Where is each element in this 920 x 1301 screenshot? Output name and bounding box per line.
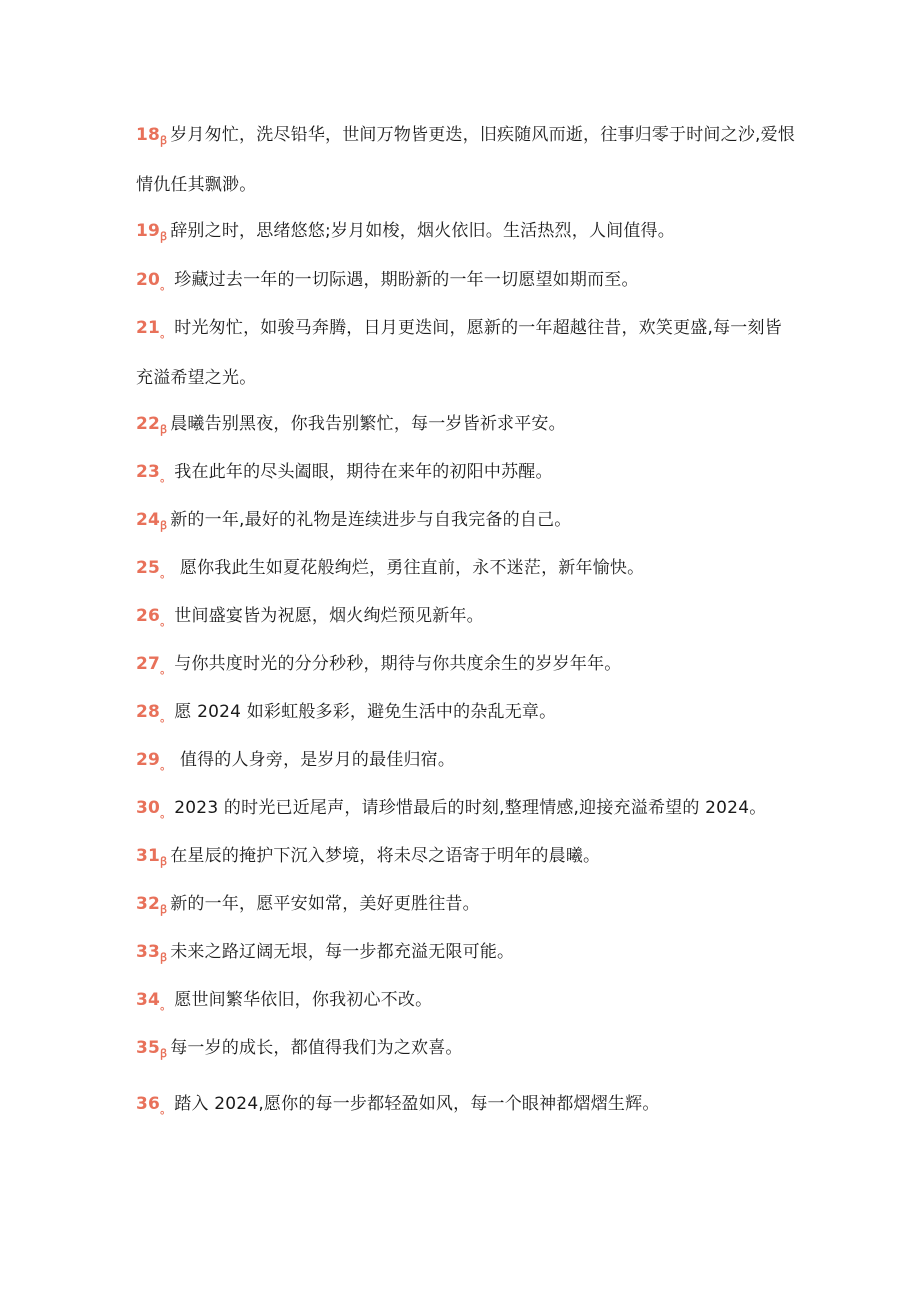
item-marker: 。 [160, 807, 172, 820]
item-number: 22 [136, 414, 161, 434]
item-marker: ꞵ [160, 903, 168, 916]
item-marker: 。 [160, 999, 172, 1012]
item-text: 与你共度时光的分分秒秒，期待与你共度余生的岁岁年年。 [174, 654, 622, 674]
item-number: 32 [136, 894, 161, 914]
item-number: 28 [136, 702, 161, 722]
list-item [136, 736, 796, 786]
item-marker: 。 [160, 279, 172, 292]
item-number: 36 [136, 1094, 161, 1114]
item-marker: ꞵ [160, 855, 168, 868]
item-marker: ꞵ [160, 423, 168, 436]
item-marker: 。 [160, 711, 172, 724]
item-marker: 。 [160, 615, 172, 628]
list-item [136, 928, 796, 978]
list-item [136, 832, 796, 882]
list-item [136, 784, 796, 834]
list-item [136, 544, 796, 594]
item-marker: 。 [160, 663, 172, 676]
item-number: 25 [136, 558, 161, 578]
list-item [136, 592, 796, 642]
item-text: 值得的人身旁，是岁月的最佳归宿。 [174, 750, 456, 770]
list-item [136, 448, 796, 498]
item-number: 31 [136, 846, 161, 866]
item-text: 2023 的时光已近尾声，请珍惜最后的时刻,整理情感,迎接充溢希望的 2024。 [174, 798, 767, 818]
item-text: 岁月匆忙，洗尽铅华，世间万物皆更迭，旧疾随风而逝，往事归零于时间之沙,爱恨情仇任其飘渺。 [136, 125, 796, 195]
item-marker: ꞵ [160, 1047, 168, 1060]
list-item [136, 304, 796, 402]
item-text: 时光匆忙，如骏马奔腾，日月更迭间，愿新的一年超越往昔，欢笑更盛,每一刻皆充溢希望之光。 [136, 318, 782, 388]
list-item [136, 1024, 796, 1074]
item-text: 踏入 2024,愿你的每一步都轻盈如风，每一个眼神都熠熠生辉。 [174, 1094, 660, 1114]
item-text: 我在此年的尽头阖眼，期待在来年的初阳中苏醒。 [174, 462, 553, 482]
item-text: 愿你我此生如夏花般绚烂，勇往直前，永不迷茫，新年愉快。 [174, 558, 645, 578]
item-text: 晨曦告别黑夜，你我告别繁忙，每一岁皆祈求平安。 [170, 414, 566, 434]
list-item [136, 688, 796, 738]
item-text: 在星辰的掩护下沉入梦境，将未尽之语寄于明年的晨曦。 [170, 846, 601, 866]
list-item [136, 111, 796, 209]
item-number: 35 [136, 1038, 161, 1058]
item-number: 18 [136, 125, 161, 145]
list-item [136, 207, 796, 257]
item-text: 愿 2024 如彩虹般多彩，避免生活中的杂乱无章。 [174, 702, 557, 722]
item-number: 33 [136, 942, 161, 962]
item-number: 30 [136, 798, 161, 818]
list-item [136, 880, 796, 930]
list-item [136, 496, 796, 546]
item-text: 每一岁的成长，都值得我们为之欢喜。 [170, 1038, 463, 1058]
item-text: 珍藏过去一年的一切际遇，期盼新的一年一切愿望如期而至。 [174, 270, 639, 290]
item-number: 24 [136, 510, 161, 530]
item-text: 愿世间繁华依旧，你我初心不改。 [174, 990, 433, 1010]
item-number: 34 [136, 990, 161, 1010]
list-item [136, 640, 796, 690]
item-number: 21 [136, 318, 161, 338]
item-number: 29 [136, 750, 161, 770]
item-number: 27 [136, 654, 161, 674]
item-marker: 。 [160, 471, 172, 484]
list-item [136, 256, 796, 306]
item-marker: ꞵ [160, 519, 168, 532]
item-text: 新的一年，愿平安如常，美好更胜往昔。 [170, 894, 480, 914]
item-marker: ꞵ [160, 230, 168, 243]
item-text: 辞别之时，思绪悠悠;岁月如梭，烟火依旧。生活热烈，人间值得。 [170, 221, 675, 241]
item-marker: 。 [160, 567, 172, 580]
list-item [136, 400, 796, 450]
item-text: 未来之路辽阔无垠，每一步都充溢无限可能。 [170, 942, 515, 962]
list-item [136, 976, 796, 1026]
item-text: 新的一年,最好的礼物是连续进步与自我完备的自己。 [170, 510, 572, 530]
list-item [136, 1080, 796, 1130]
item-number: 19 [136, 221, 161, 241]
item-marker: 。 [160, 759, 172, 772]
item-number: 20 [136, 270, 161, 290]
item-number: 26 [136, 606, 161, 626]
item-text: 世间盛宴皆为祝愿，烟火绚烂预见新年。 [174, 606, 484, 626]
item-marker: 。 [160, 1103, 172, 1116]
item-marker: ꞵ [160, 134, 168, 147]
item-number: 23 [136, 462, 161, 482]
item-marker: 。 [160, 327, 172, 340]
item-marker: ꞵ [160, 951, 168, 964]
